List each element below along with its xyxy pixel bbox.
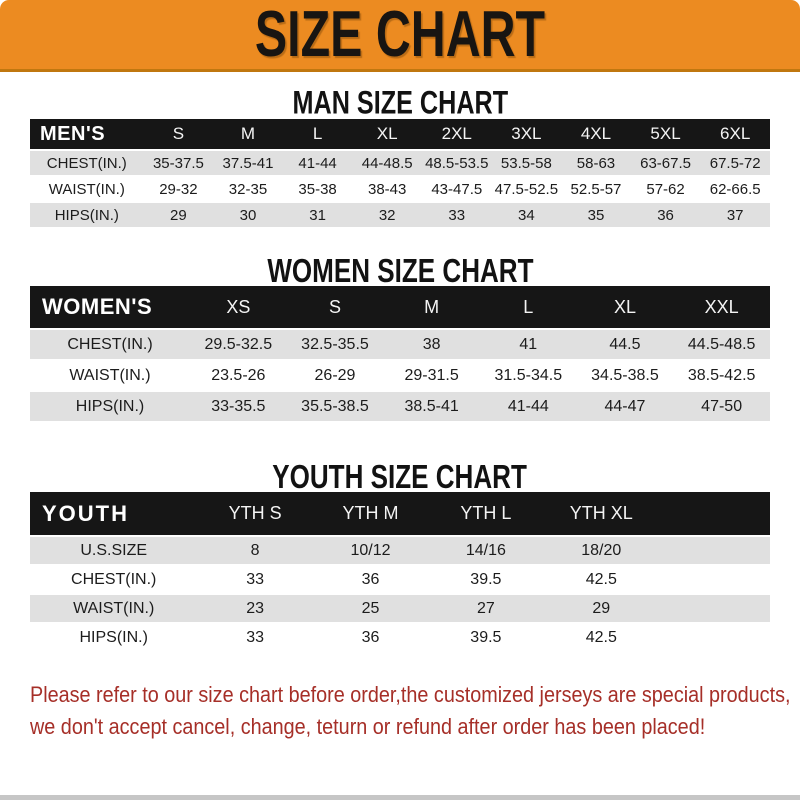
value-cell: 36 [657, 206, 674, 224]
spacer-cell [659, 492, 770, 536]
table-row-us-size [30, 536, 770, 565]
value-cell: 37.5-41 [222, 154, 274, 172]
banner [0, 0, 800, 72]
value-cell: 36 [361, 570, 380, 588]
value-cell: 29-32 [159, 180, 198, 198]
value-cell: 63-67.5 [640, 154, 691, 172]
size-header-cell: XL [577, 286, 674, 329]
size-header-cell: M [213, 119, 283, 150]
value-cell: 14/16 [465, 541, 506, 559]
value-cell: 29 [592, 599, 611, 617]
table-row-hips [30, 623, 770, 652]
spacer-cell [659, 565, 770, 594]
men-section-title: MAN SIZE CHART [292, 85, 508, 122]
youth-size-table [30, 492, 770, 653]
value-cell: 41-44 [298, 154, 337, 172]
header-label-cell: WOMEN'S [30, 286, 190, 329]
value-cell: 8 [250, 541, 260, 559]
value-cell: 35-37.5 [152, 154, 204, 172]
table-row-waist [30, 176, 770, 202]
size-header-cell: XS [190, 286, 287, 329]
size-header-cell: XL [352, 119, 422, 150]
youth-table-header [30, 492, 770, 536]
value-cell: 39.5 [470, 628, 502, 646]
value-cell: 26-29 [314, 366, 356, 384]
value-cell: 32 [378, 206, 396, 224]
row-label-cell: U.S.SIZE [80, 541, 148, 559]
value-cell: 38.5-41 [404, 397, 459, 415]
value-cell: 43-47.5 [431, 180, 483, 198]
spacer-cell [659, 594, 770, 623]
value-cell: 53.5-58 [500, 154, 552, 172]
value-cell: 44-48.5 [361, 154, 413, 172]
row-label-cell: CHEST(IN.) [67, 335, 153, 353]
size-header-cell: L [283, 119, 353, 150]
men-size-table [30, 119, 770, 229]
size-header-cell: L [480, 286, 577, 329]
value-cell: 52.5-57 [570, 180, 622, 198]
row-label-cell: HIPS(IN.) [79, 628, 148, 646]
table-row-waist [30, 594, 770, 623]
size-header-cell: 5XL [631, 119, 701, 150]
women-table-header [30, 286, 770, 329]
men-table-header [30, 119, 770, 150]
row-label-cell: HIPS(IN.) [54, 206, 119, 224]
value-cell: 35-38 [298, 180, 337, 198]
value-cell: 44-47 [604, 397, 646, 415]
size-header-cell: 4XL [561, 119, 631, 150]
women-section-title: WOMEN SIZE CHART [266, 251, 534, 290]
spacer-cell [659, 623, 770, 652]
value-cell: 38-43 [367, 180, 407, 198]
value-cell: 48.5-53.5 [425, 154, 489, 172]
value-cell: 29 [170, 206, 187, 224]
row-label-cell: CHEST(IN.) [46, 154, 127, 172]
value-cell: 42.5 [585, 570, 617, 588]
value-cell: 58-63 [576, 154, 616, 172]
table-header-row [30, 286, 770, 329]
value-cell: 29.5-32.5 [204, 335, 273, 353]
value-cell: 27 [476, 599, 495, 617]
disclaimer-line: Please refer to our size chart before order,the customized jerseys are special products, [30, 682, 791, 707]
value-cell: 31.5-34.5 [494, 366, 563, 384]
value-cell: 33-35.5 [211, 397, 266, 415]
value-cell: 32-35 [228, 180, 268, 198]
size-header-cell: S [144, 119, 214, 150]
value-cell: 25 [361, 599, 380, 617]
table-row-chest [30, 565, 770, 594]
value-cell: 47.5-52.5 [494, 180, 559, 198]
size-header-cell: YTH S [197, 492, 312, 536]
size-header-cell: YTH XL [544, 492, 659, 536]
size-header-cell: M [383, 286, 480, 329]
disclaimer [30, 679, 800, 743]
disclaimer-line: we don't accept cancel, change, teturn or refund after order has been placed! [30, 714, 706, 739]
value-cell: 39.5 [470, 570, 502, 588]
bottom-edge-strip [0, 795, 800, 800]
value-cell: 47-50 [701, 397, 743, 415]
value-cell: 33 [246, 570, 264, 588]
value-cell: 10/12 [350, 541, 391, 559]
value-cell: 44.5-48.5 [687, 335, 756, 353]
spacer-cell [659, 536, 770, 565]
table-header-row [30, 492, 770, 536]
header-label-cell: YOUTH [30, 492, 197, 536]
value-cell: 35.5-38.5 [301, 397, 369, 415]
table-row-waist [30, 360, 770, 391]
row-label-cell: WAIST(IN.) [48, 180, 125, 198]
value-cell: 42.5 [585, 628, 617, 646]
value-cell: 23 [246, 599, 264, 617]
value-cell: 29-31.5 [404, 366, 459, 384]
table-row-hips [30, 391, 770, 422]
value-cell: 57-62 [646, 180, 685, 198]
value-cell: 36 [361, 628, 380, 646]
size-header-cell: XXL [673, 286, 770, 329]
value-cell: 33 [246, 628, 264, 646]
value-cell: 34.5-38.5 [591, 366, 659, 384]
value-cell: 30 [239, 206, 257, 224]
value-cell: 38 [422, 335, 441, 353]
size-header-cell: 2XL [422, 119, 492, 150]
size-header-cell: S [287, 286, 384, 329]
value-cell: 34 [518, 206, 535, 224]
value-cell: 33 [448, 206, 466, 224]
value-cell: 38.5-42.5 [687, 366, 756, 384]
row-label-cell: HIPS(IN.) [75, 397, 145, 415]
value-cell: 62-66.5 [709, 180, 761, 198]
size-header-cell: YTH M [313, 492, 428, 536]
row-label-cell: CHEST(IN.) [71, 570, 157, 588]
table-header-row [30, 119, 770, 150]
size-header-cell: YTH L [428, 492, 543, 536]
value-cell: 67.5-72 [709, 154, 761, 172]
women-size-table [30, 286, 770, 423]
value-cell: 37 [726, 206, 744, 224]
value-cell: 31 [309, 206, 326, 224]
table-row-chest [30, 150, 770, 176]
table-row-hips [30, 202, 770, 228]
value-cell: 41 [519, 335, 538, 353]
value-cell: 23.5-26 [211, 366, 266, 384]
table-row-chest [30, 329, 770, 360]
row-label-cell: WAIST(IN.) [69, 366, 151, 384]
header-label-cell: MEN'S [30, 119, 144, 150]
row-label-cell: WAIST(IN.) [73, 599, 155, 617]
size-header-cell: 6XL [700, 119, 770, 150]
value-cell: 18/20 [581, 541, 622, 559]
size-header-cell: 3XL [492, 119, 562, 150]
value-cell: 32.5-35.5 [301, 335, 369, 353]
banner-title: SIZE CHART [254, 0, 546, 70]
value-cell: 41-44 [507, 397, 549, 415]
youth-section-title: YOUTH SIZE CHART [272, 457, 528, 496]
value-cell: 35 [587, 206, 605, 224]
value-cell: 44.5 [609, 335, 641, 353]
